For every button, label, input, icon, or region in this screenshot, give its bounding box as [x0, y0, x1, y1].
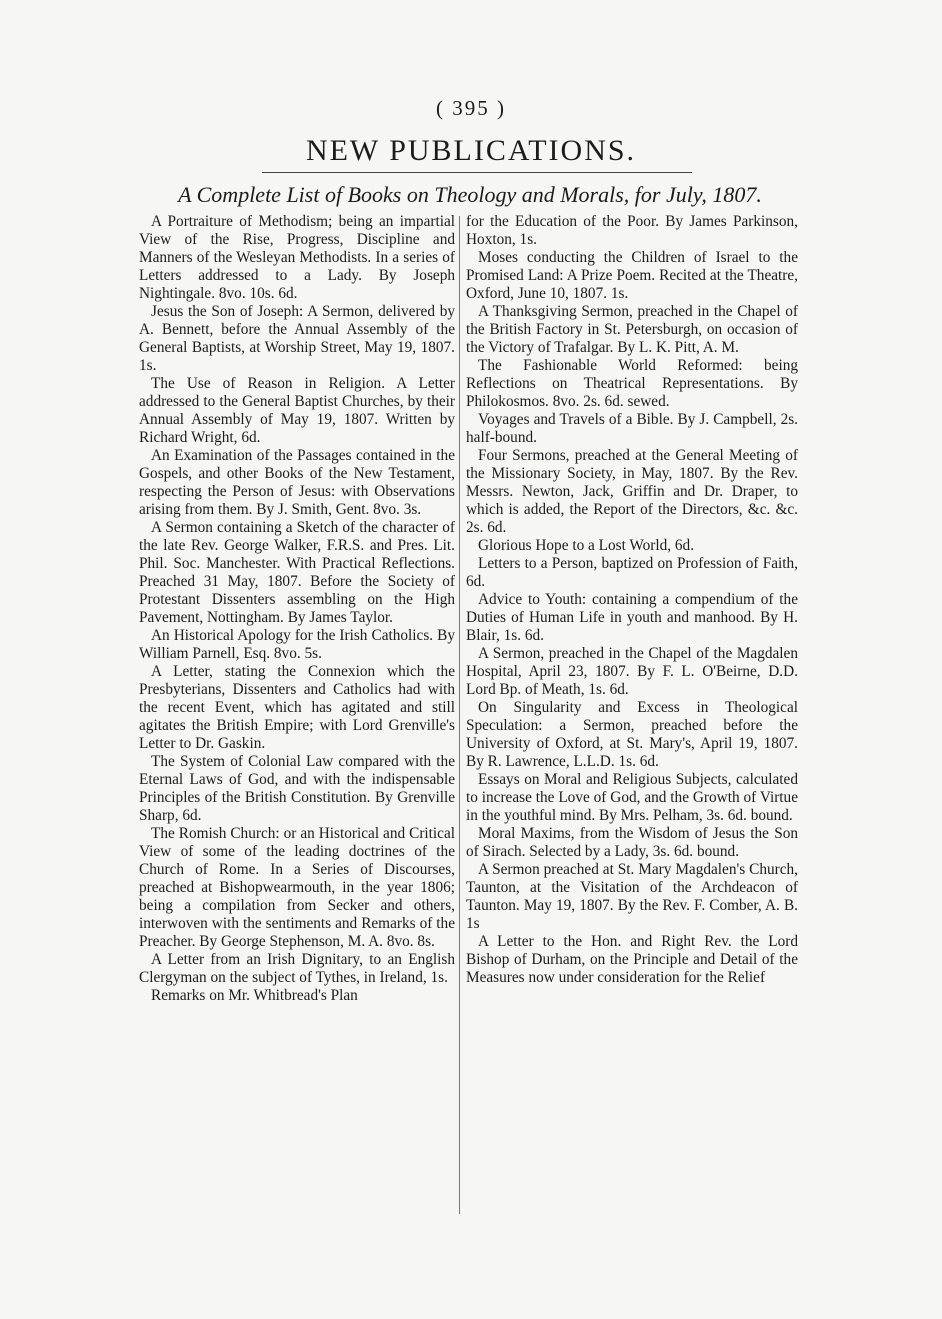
- title-rule: [262, 172, 692, 173]
- list-item: Advice to Youth: containing a compendium of the Duties of Human Life in youth and manhood. By H. Blair, 1s. 6d.: [466, 591, 798, 644]
- list-item: Remarks on Mr. Whitbread's Plan: [151, 987, 358, 1004]
- list-item: The Romish Church: or an Historical and Critical View of some of the leading doctrines of the Church of Rome. In a Series of Discourses, preached at Bishopwearmouth, in the year 1806; being a compilation from Secker and others, interwoven with the sentiments and Remarks of the Preacher. By George Stephenson, M. A. 8vo. 8s.: [139, 825, 455, 950]
- list-item: A Portraiture of Methodism; being an impartial View of the Rise, Progress, Discipline and Manners of the Wesleyan Methodists. In a series of Letters addressed to a Lady. By Joseph Nightingale. 8vo. 10s. 6d.: [139, 213, 455, 302]
- list-item: Voyages and Travels of a Bible. By J. Campbell, 2s. half-bound.: [466, 411, 798, 446]
- list-item: Four Sermons, preached at the General Meeting of the Missionary Society, in May, 1807. By the Rev. Messrs. Newton, Jack, Griffin and Dr. Draper, to which is added, the Report of the Directors, &c. &c. 2s. 6d.: [466, 447, 798, 536]
- list-item: On Singularity and Excess in Theological Speculation: a Sermon, preached before the University of Oxford, at St. Mary's, April 19, 1807. By R. Lawrence, L.L.D. 1s. 6d.: [466, 699, 798, 770]
- list-item: Moses conducting the Children of Israel to the Promised Land: A Prize Poem. Recited at the Theatre, Oxford, June 10, 1807. 1s.: [466, 249, 798, 302]
- list-item: A Sermon containing a Sketch of the character of the late Rev. George Walker, F.R.S. and Pres. Lit. Phil. Soc. Manchester. With Practical Reflections. Preached 31 May, 1807. Before the Society of Protestant Dissenters assembling on the High Pavement, Nottingham. By James Taylor.: [139, 519, 455, 626]
- list-item: Moral Maxims, from the Wisdom of Jesus the Son of Sirach. Selected by a Lady, 3s. 6d. bound.: [466, 825, 798, 860]
- left-column: [139, 213, 455, 1005]
- list-item: A Sermon, preached in the Chapel of the Magdalen Hospital, April 23, 1807. By F. L. O'Beirne, D.D. Lord Bp. of Meath, 1s. 6d.: [466, 645, 798, 698]
- list-item: A Thanksgiving Sermon, preached in the Chapel of the British Factory in St. Petersburgh, on occasion of the Victory of Trafalgar. By L. K. Pitt, A. M.: [466, 303, 798, 356]
- list-item: The Fashionable World Reformed: being Reflections on Theatrical Representations. By Philokosmos. 8vo. 2s. 6d. sewed.: [466, 357, 798, 410]
- list-item: Letters to a Person, baptized on Profession of Faith, 6d.: [466, 555, 798, 590]
- page-number: ( 395 ): [436, 96, 506, 120]
- list-item-continuation: for the Education of the Poor. By James Parkinson, Hoxton, 1s.: [466, 213, 798, 248]
- list-item: A Letter from an Irish Dignitary, to an English Clergyman on the subject of Tythes, in Ireland, 1s.: [139, 951, 455, 986]
- section-title: NEW PUBLICATIONS.: [305, 134, 637, 167]
- list-item: A Sermon preached at St. Mary Magdalen's Church, Taunton, at the Visitation of the Archdeacon of Taunton. May 19, 1807. By the Rev. F. Comber, A. B. 1s: [466, 861, 798, 932]
- list-item: Essays on Moral and Religious Subjects, calculated to increase the Love of God, and the Growth of Virtue in the youthful mind. By Mrs. Pelham, 3s. 6d. bound.: [466, 771, 798, 824]
- list-item: A Letter, stating the Connexion which the Presbyterians, Dissenters and Catholics had with the recent Event, which has agitated and still agitates the British Empire; with Lord Grenville's Letter to Dr. Gaskin.: [139, 663, 455, 752]
- list-item: The Use of Reason in Religion. A Letter addressed to the General Baptist Churches, by their Annual Assembly of May 19, 1807. Written by Richard Wright, 6d.: [139, 375, 455, 446]
- list-item: A Letter to the Hon. and Right Rev. the Lord Bishop of Durham, on the Principle and Detail of the Measures now under consideration for the Relief: [466, 933, 798, 986]
- subtitle: A Complete List of Books on Theology and Morals, for July, 1807.: [178, 182, 762, 207]
- list-item: An Examination of the Passages contained in the Gospels, and other Books of the New Testament, respecting the Person of Jesus: with Observations arising from them. By J. Smith, Gent. 8vo. 3s.: [139, 447, 455, 518]
- column-divider: [459, 216, 460, 1214]
- list-item: The System of Colonial Law compared with the Eternal Laws of God, and with the indispensable Principles of the British Constitution. By Grenville Sharp, 6d.: [139, 753, 455, 824]
- list-item: An Historical Apology for the Irish Catholics. By William Parnell, Esq. 8vo. 5s.: [139, 627, 455, 662]
- right-column: [466, 213, 798, 987]
- list-item: Jesus the Son of Joseph: A Sermon, delivered by A. Bennett, before the Annual Assembly of the General Baptists, at Worship Street, May 19, 1807. 1s.: [139, 303, 455, 374]
- list-item: Glorious Hope to a Lost World, 6d.: [478, 537, 695, 554]
